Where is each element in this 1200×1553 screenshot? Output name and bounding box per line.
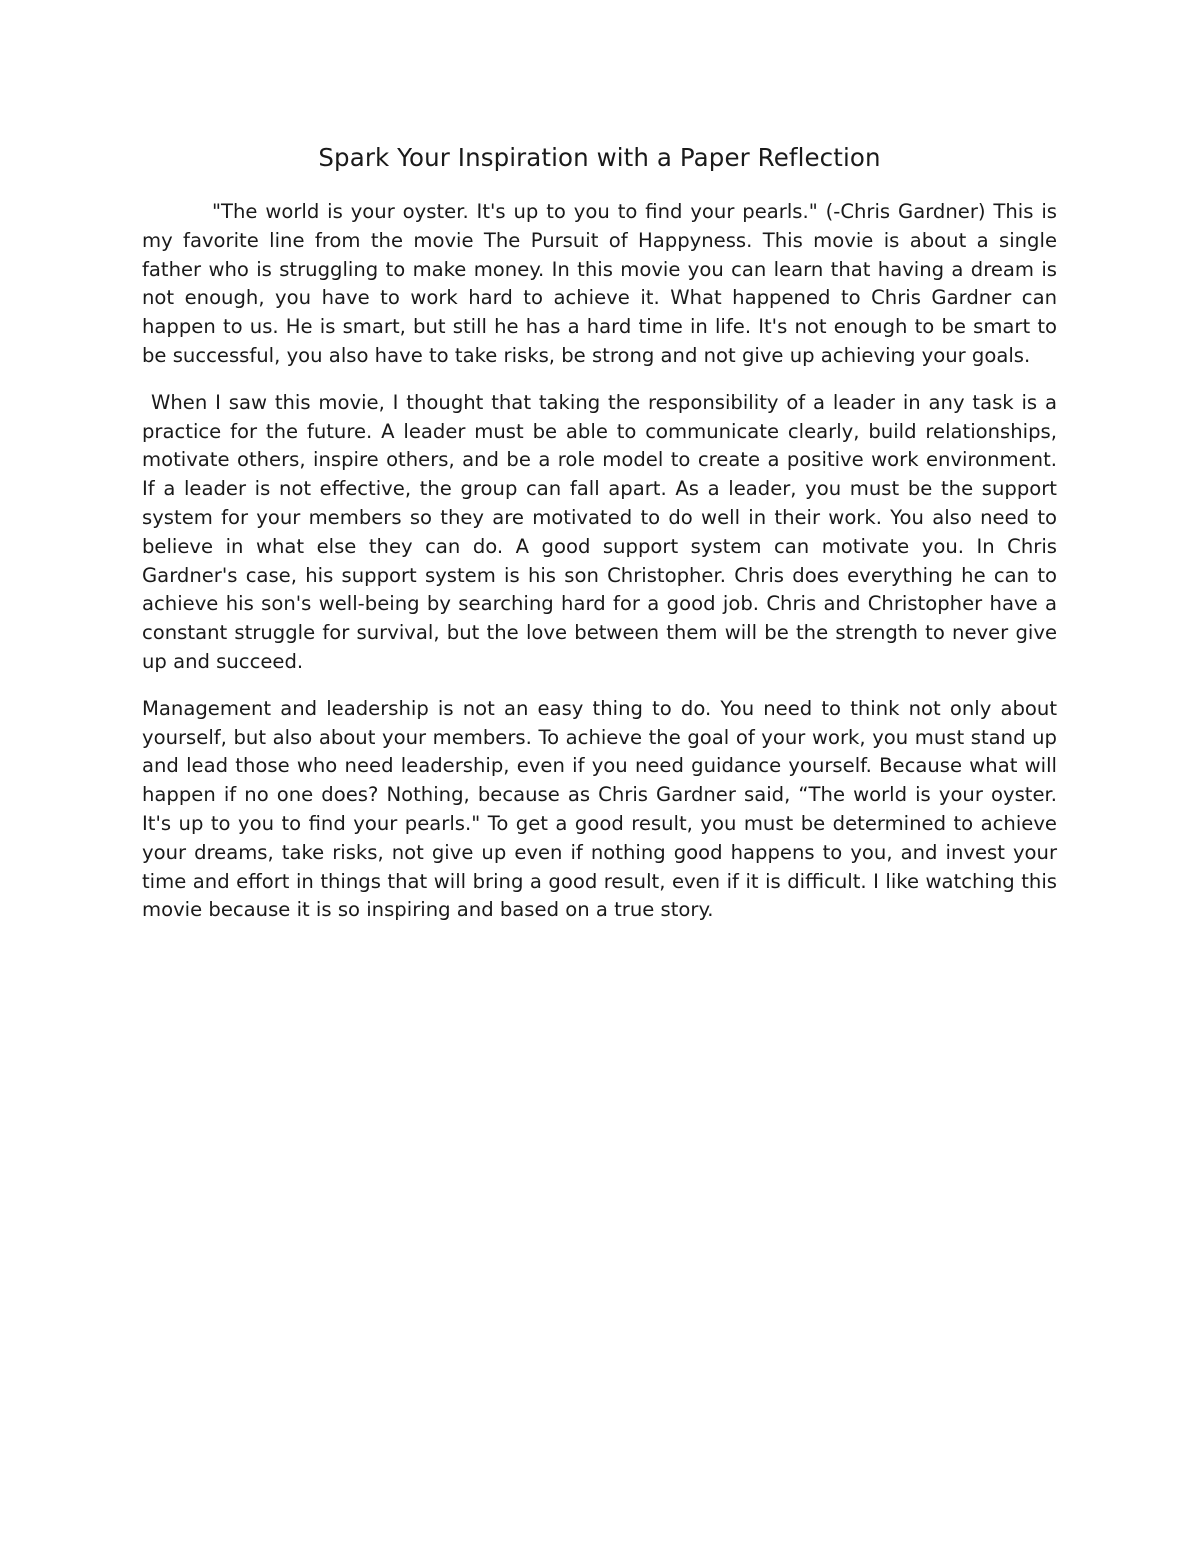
paragraph-3: Management and leadership is not an easy thing to do. You need to think not only about yourself, but also about your members. To achieve the goal of your work, you must stand up and lead those who need leadership, even if you need guidance yourself. Because what will happen if no one does? Nothing, because as Chris Gardner said, “The world is your oyster. It's up to you to find your pearls." To get a good result, you must be determined to achieve your dreams, take risks, not give up even if nothing good happens to you, and invest your time and effort in things that will bring a good result, even if it is difficult. I like watching this movie because it is so inspiring and based on a true story. [142,696,1057,922]
document-body [142,140,1057,943]
paragraph-1: "The world is your oyster. It's up to you to find your pearls." (-Chris Gardner) This is my favorite line from the movie The Pursuit of Happyness. This movie is about a single father who is struggling to make money. In this movie you can learn that having a dream is not enough, you have to work hard to achieve it. What happened to Chris Gardner can happen to us. He is smart, but still he has a hard time in life. It's not enough to be smart to be successful, you also have to take risks, be strong and not give up achieving your goals. [142,200,1057,367]
document-title: Spark Your Inspiration with a Paper Reflection [318,143,881,172]
paragraph-2: When I saw this movie, I thought that taking the responsibility of a leader in any task is a practice for the future. A leader must be able to communicate clearly, build relationships, motivate others, inspire others, and be a role model to create a positive work environment. If a leader is not effective, the group can fall apart. As a leader, you must be the support system for your members so they are motivated to do well in their work. You also need to believe in what else they can do. A good support system can motivate you. In Chris Gardner's case, his support system is his son Christopher. Chris does everything he can to achieve his son's well-being by searching hard for a good job. Chris and Christopher have a constant struggle for survival, but the love between them will be the strength to never give up and succeed. [142,390,1057,673]
